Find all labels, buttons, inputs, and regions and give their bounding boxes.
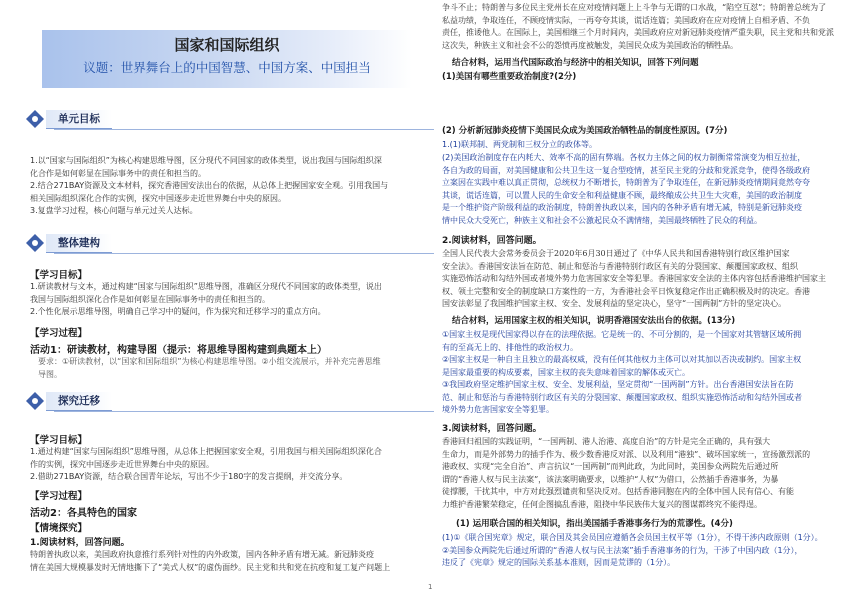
situation-title: 【情境探究】 bbox=[30, 523, 88, 534]
question-3: 结合材料，运用国家主权的相关知识，说明香港国安法出台的依据。(13分) bbox=[452, 316, 736, 326]
read-2: 2.阅读材料，回答问题。 bbox=[442, 236, 542, 246]
text-line: 作的实例，探究中国逐步走近世界舞台中央的原因。 bbox=[30, 459, 214, 469]
text-line: 导图。 bbox=[38, 369, 62, 379]
text-line: 全国人民代表大会常务委员会于2020年6月30日通过了《中华人民共和国香港特别行政区维护国家 bbox=[442, 249, 790, 258]
text-line: 权、领土完整和安全的制度缺口方案性的一方，为香港社会平日恢复稳定作出正确积极及时的决定。香港 bbox=[442, 286, 810, 296]
text-line: 情在美国大规模暴发时无情地撕下了“美式人权”的虚伪面纱。民主党和共和党在抗疫和复工复产问题上 bbox=[30, 562, 391, 572]
activity-1: 活动1：研读教材，构建导图（提示：将思维导图构建到典题本上） bbox=[30, 345, 327, 356]
text-line: 1.通过构建“国家与国际组织”思维导图，从总体上把握国家安全观，引用我国与相关国际组织深化合 bbox=[30, 447, 382, 456]
text-line: 实施恐怖活动和勾结外国或者境外势力危害国家安全等犯罪。香港国家安全法的主体内容包括香港维护国家主 bbox=[442, 274, 826, 283]
material-3 bbox=[442, 436, 810, 511]
text-line: 责任，推诿他人。在国际上，美国相继三个月时间内，美国政府应对新冠肺炎疫情严重失职，民主党和共和党派 bbox=[442, 28, 834, 37]
answer-2 bbox=[442, 152, 810, 227]
answer-1: 1.(1)联邦制、两党制和三权分立的政体等。 bbox=[442, 140, 597, 149]
answer-3 bbox=[442, 329, 802, 417]
section-explore bbox=[24, 390, 434, 412]
text-line: 安全法》。香港国安法旨在防范、制止和惩治与香港特别行政区有关的分裂国家、颠覆国家政权、组织 bbox=[442, 261, 798, 271]
goal-title: 【学习目标】 bbox=[30, 435, 88, 446]
text-line: 国安法彰显了我国维护国家主权、安全、发展利益的坚定决心，坚守“一国两制”方针的坚定决心。 bbox=[442, 299, 787, 308]
text-line: 范、制止和惩治与香港特别行政区有关的分裂国家、颠覆国家政权、组织实施恐怖活动和勾结外国或者 bbox=[442, 392, 802, 402]
page-title: 国家和国际组织 bbox=[174, 36, 280, 54]
text-line: 港政权、实现“完全自治”、声言抗议“一国两制”而判此政，为此同时，美国参众两院先后通过所 bbox=[442, 462, 779, 471]
activity-1-req bbox=[38, 356, 381, 381]
material-2 bbox=[442, 248, 826, 311]
text-line: 2.个性化展示思维导图，明确自己学习中的疑问，作为探究和迁移学习的重点方向。 bbox=[30, 307, 326, 316]
page-number: 1 bbox=[428, 583, 433, 591]
text-line: 3.复盘学习过程，核心问题与单元过关人达标。 bbox=[30, 206, 198, 215]
text-line: 其谈，谎话连篇，可以置人民的生命安全和利益健康不顾，最终酿成公共卫生大灾难，美国的政治制度 bbox=[442, 190, 802, 200]
text-line: ②美国参众两院先后通过所谓的“香港人权与民主法案”插手香港事务的行为，干涉了中国内政（1分）， bbox=[442, 545, 803, 555]
section-heading: 探究迁移 bbox=[46, 392, 112, 411]
unit-goal-list bbox=[30, 155, 388, 218]
text-line: ③我国政府坚定维护国家主权、安全、发展利益，坚定贯彻“一国两制”方针。出台香港国安法旨在防 bbox=[442, 380, 794, 389]
text-line: (2)美国政治制度存在内耗大、效率不高的固有弊端。各权力主体之间的权力制衡常常演变为相互拉扯， bbox=[442, 153, 806, 162]
text-line: 要求：①研读教材，以“国家和国际组织”为核心构建思维导图。②小组交流展示，并补充完善思维 bbox=[38, 357, 381, 366]
title-banner bbox=[42, 30, 412, 88]
text-line: 生命力，而是外部势力的插手作为、极少数香港反对派、以及利用“港独”、破坏国家统一，宣扬激烈派的 bbox=[442, 449, 811, 459]
section-overall bbox=[24, 232, 434, 254]
text-line: 香港回归祖国的实践证明，“一国两制、港人治港、高度自治”的方针是完全正确的，具有强大 bbox=[442, 437, 771, 446]
question-intro: 结合材料，运用当代国际政治与经济中的相关知识，回答下列问题 bbox=[452, 58, 699, 68]
text-line: 2.结合271BAY资源及文本材料，探究香港国安法出台的依据，从总体上把握国家安全观。引用我国与 bbox=[30, 181, 389, 190]
text-line: 我国与国际组织深化合作是如何彰显在国际事务中的责任和担当的。 bbox=[30, 294, 270, 304]
text-line: ②国家主权是一种自主且独立的最高权威，没有任何其他权力主体可以对其加以否决或制约。国家主权 bbox=[442, 355, 802, 364]
text-line: 这次失，种族主义和社会不公的怨愤再度被触发，美国民众成为美国政治的牺牲品。 bbox=[442, 40, 738, 50]
text-line: (1)①《联合国宪章》规定，联合国及其会员国应遵循各会员国主权平等（1分），不得干涉内政原则（1分）。 bbox=[442, 533, 823, 542]
text-line: 境外势力危害国家安全等犯罪。 bbox=[442, 405, 554, 414]
text-line: 争斗不止；特朗普与多位民主党州长在应对疫情问题上上斗争与无谓的口水战，“陷空互怼”；特朗普总统为了 bbox=[442, 3, 827, 12]
text-line: 立案因在实践中难以真正贯彻，总统权力不断增长，特朗普为了争取连任，在新冠肺炎疫情期间竟然夸夸 bbox=[442, 178, 810, 187]
activity-2: 活动2：各具特色的国家 bbox=[30, 508, 137, 519]
text-line: 各自为政的局面，对美国健康和公共卫生这一复合型疫情，甚至民主党的分歧和党派竞争，使得各级政府 bbox=[442, 165, 810, 175]
text-line: 谓的“香港人权与民主法案”，该法案明确要求，以维护“人权”为借口，公然插手香港事务，为暴 bbox=[442, 474, 779, 484]
section-heading: 单元目标 bbox=[46, 110, 112, 129]
text-line: ①国家主权是现代国家得以存在的法理依据。它是统一的、不可分割的，是一个国家对其管辖区域所拥 bbox=[442, 330, 802, 339]
question-4: (1) 运用联合国的相关知识，指出美国插手香港事务行为的荒谬性。(4分) bbox=[456, 519, 733, 529]
explore-goal-list bbox=[30, 446, 382, 484]
text-line: 是国家最重要的构成要素，国家主权的丧失意味着国家的解体或灭亡。 bbox=[442, 367, 690, 377]
material-1-start bbox=[30, 549, 390, 574]
process-title: 【学习过程】 bbox=[30, 328, 88, 339]
text-line: 私益功绩，争取连任，不顾疫情实际，一再夸夸其谈，谎话连篇；美国政府在应对疫情上自相矛盾、不负 bbox=[442, 15, 810, 25]
page-subtitle: 议题：世界舞台上的中国智慧、中国方案、中国担当 bbox=[83, 60, 371, 75]
read-1: 1.阅读材料，回答问题。 bbox=[30, 538, 130, 548]
text-line: 违反了《宪章》规定的国际关系基本准则，因而是荒谬的（1分）。 bbox=[442, 558, 676, 567]
text-line: 化合作是如何彰显在国际事务中的责任和担当的。 bbox=[30, 168, 206, 178]
section-unit-goal bbox=[24, 108, 434, 130]
text-line: 力维护香港繁荣稳定，任何企图搞乱香港，阻挠中华民族伟大复兴的图谋都终究不能得逞。 bbox=[442, 499, 762, 509]
answer-4 bbox=[442, 532, 823, 570]
question-2: (2) 分析新冠肺炎疫情下美国民众成为美国政治牺牲品的制度性原因。(7分) bbox=[442, 126, 728, 136]
ornament-icon bbox=[24, 108, 46, 130]
text-line: 1.研读教材与文本，通过构建“国家与国际组织”思维导图，准确区分现代不同国家的政体类型，说出 bbox=[30, 282, 382, 291]
text-line: 徒撑腰，干扰其中，中方对此强烈谴责和坚决反对。包括香港同胞在内的全体中国人民有信心、有能 bbox=[442, 487, 794, 496]
text-line: 2.借助271BAY资源，结合联合国青年论坛，写出不少于180字的发言提纲，并交流分享。 bbox=[30, 472, 348, 481]
section-heading: 整体建构 bbox=[46, 234, 112, 253]
goal-title: 【学习目标】 bbox=[30, 270, 88, 281]
read-3: 3.阅读材料，回答问题。 bbox=[442, 424, 542, 434]
ornament-icon bbox=[24, 390, 46, 412]
text-line: 1.以“国家与国际组织”为核心构建思维导图，区分现代不同国家的政体类型，说出我国与国际组织深 bbox=[30, 156, 382, 165]
overall-goal-list bbox=[30, 281, 382, 319]
ornament-icon bbox=[24, 232, 46, 254]
text-line: 是一个维护资产阶级利益的政治制度，特朗普执政以来，国内的各种矛盾有增无减，特别是新冠肺炎疫 bbox=[442, 203, 802, 212]
text-line: 特朗普执政以来，美国政府执意推行系列针对性的内外政策，国内各种矛盾有增无减。新冠肺炎疫 bbox=[30, 550, 374, 559]
question-1: (1)美国有哪些重要政治制度?(2分) bbox=[442, 72, 577, 82]
material-1-cont bbox=[442, 2, 834, 52]
text-line: 有的至高无上的、排他性的政治权力。 bbox=[442, 342, 578, 352]
text-line: 情中民众大受死亡，种族主义和社会不公激起民众不满情绪，美国最终牺牲了民众的利益。 bbox=[442, 215, 762, 225]
process-title: 【学习过程】 bbox=[30, 491, 88, 502]
text-line: 相关国际组织深化合作的实例，探究中国逐步走近世界舞台中央的原因。 bbox=[30, 193, 286, 203]
